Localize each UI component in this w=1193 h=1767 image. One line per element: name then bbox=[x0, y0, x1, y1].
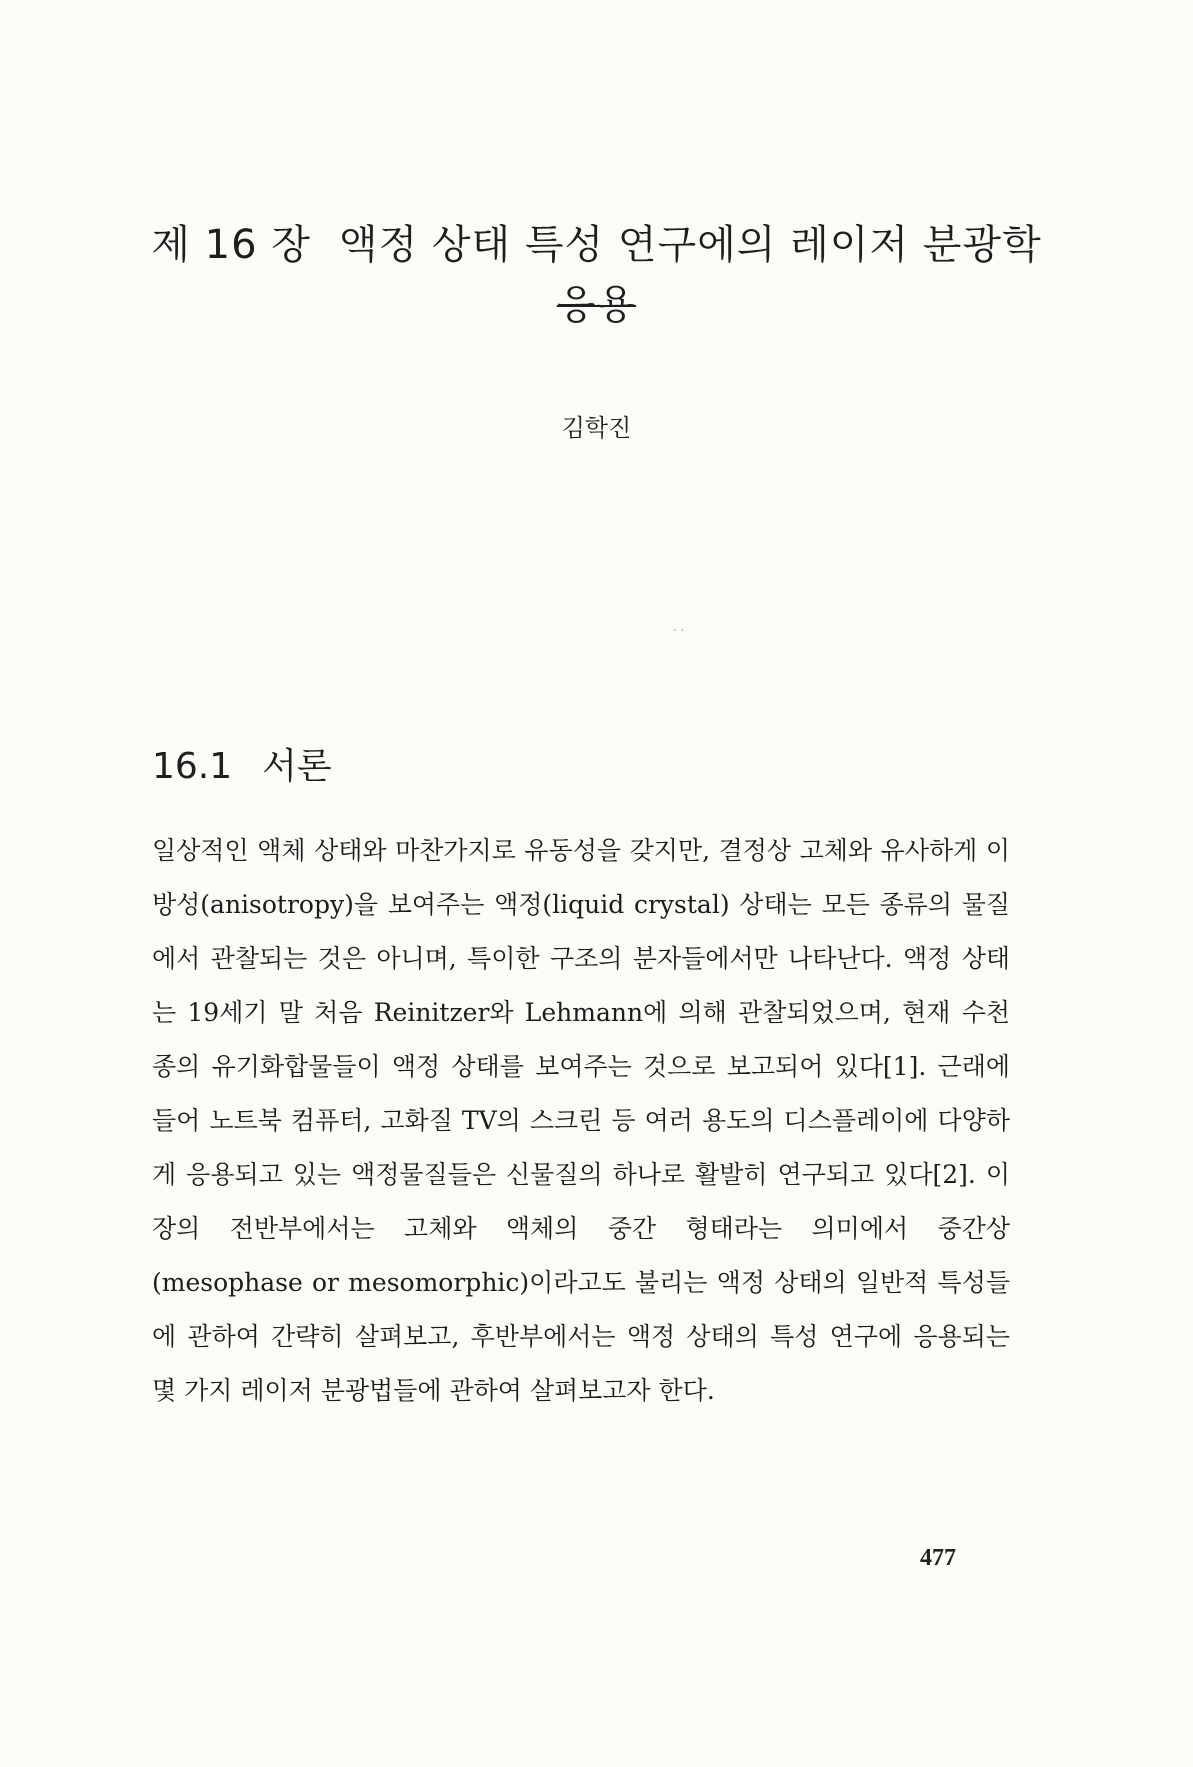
chapter-title-text: 액정 상태 특성 연구에의 레이저 분광학 bbox=[338, 222, 1042, 268]
chapter-title-line1 bbox=[120, 215, 1073, 275]
section-number: 16.1 bbox=[152, 746, 233, 787]
author-name: 김학진 bbox=[561, 414, 632, 442]
chapter-title-line2: 응용 bbox=[556, 282, 637, 328]
chapter-title bbox=[120, 215, 1073, 335]
section-title: 서론 bbox=[262, 746, 332, 787]
page-number: 477 bbox=[920, 1545, 956, 1571]
chapter-number: 제 16 장 bbox=[151, 222, 311, 268]
body-paragraph: 일상적인 액체 상태와 마찬가지로 유동성을 갖지만, 결정상 고체와 유사하게 이방성(anisotropy)을 보여주는 액정(liquid crystal) 상태는 모든 종류의 물질에서 관찰되는 것은 아니며, 특이한 구조의 분자들에서만 나타난다. 액정 상태는 19세기 말 처음 Reinitzer와 Lehmann에 의해 관찰되었으며, 현재 수천 종의 유기화합물들이 액정 상태를 보여주는 것으로 보고되어 있다[1]. 근래에 들어 노트북 컴퓨터, 고화질 TV의 스크린 등 여러 용도의 디스플레이에 다양하게 응용되고 있는 액정물질들은 신물질의 하나로 활발히 연구되고 있다[2]. 이 장의 전반부에서는 고체와 액체의 중간 형태라는 의미에서 중간상(mesophase or mesomorphic)이라고도 불리는 액정 상태의 일반적 특성들에 관하여 간략히 살펴보고, 후반부에서는 액정 상태의 특성 연구에 응용되는 몇 가지 레이저 분광법들에 관하여 살펴보고자 한다. bbox=[152, 836, 1010, 1405]
section-heading bbox=[152, 738, 332, 789]
print-speck: . . bbox=[673, 620, 685, 634]
